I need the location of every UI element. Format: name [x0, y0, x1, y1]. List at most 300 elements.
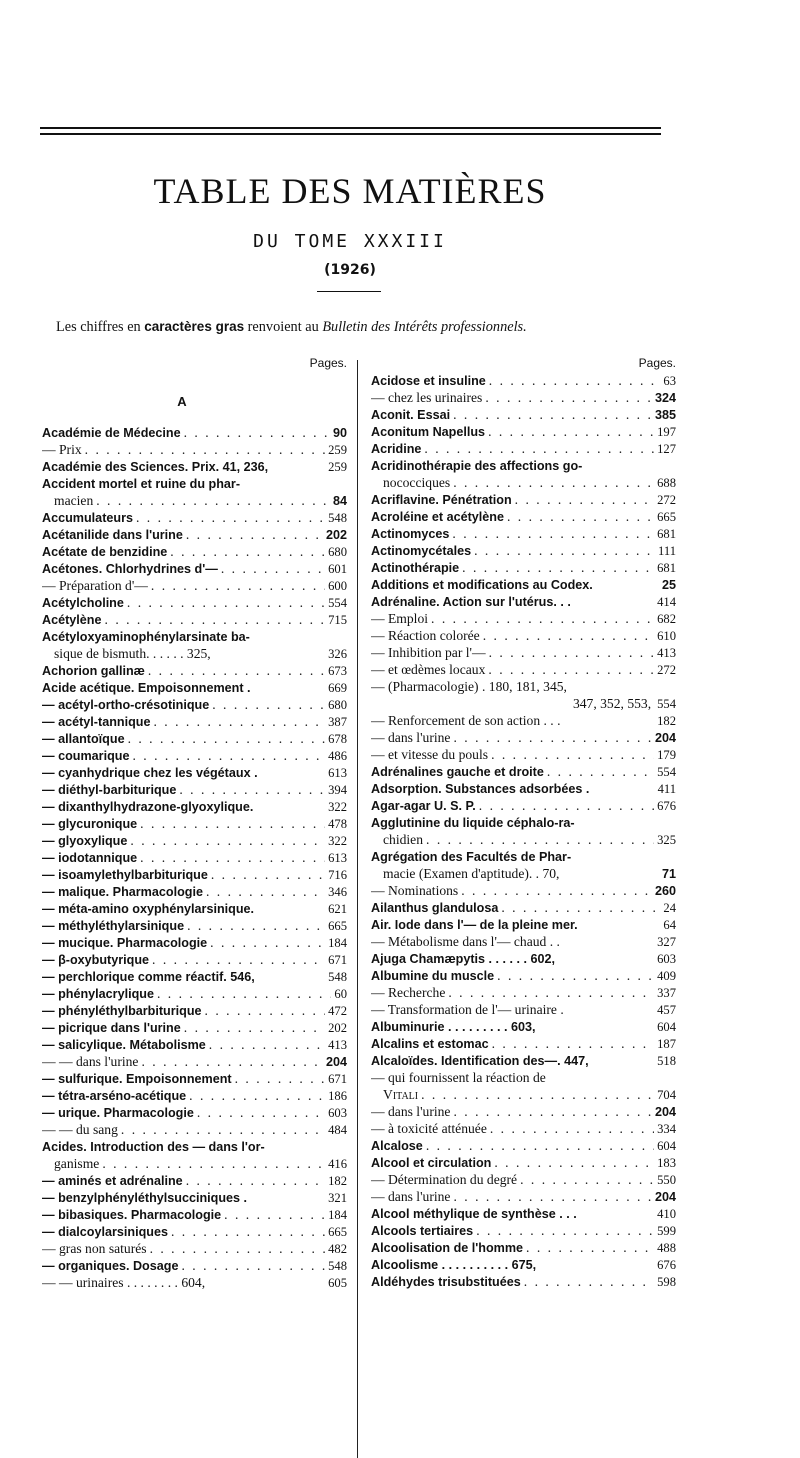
entry-page-number: 182 [657, 714, 676, 728]
entry-page-number: 186 [328, 1089, 347, 1103]
dot-leader [186, 1172, 325, 1189]
entry-label: Académie de Médecine [42, 426, 181, 440]
dot-leader [424, 440, 654, 457]
dot-leader [483, 627, 654, 644]
index-entry [371, 457, 676, 474]
entry-page-number: 676 [657, 799, 676, 813]
index-entry [371, 746, 676, 763]
index-entry [371, 763, 676, 780]
index-entry [42, 543, 347, 560]
entry-page-number: 187 [657, 1037, 676, 1051]
entry-label: — et œdèmes locaux [371, 662, 486, 677]
dot-leader [130, 832, 325, 849]
index-entry [42, 917, 347, 934]
index-entry [371, 1205, 676, 1222]
dot-leader [488, 661, 654, 678]
entry-label: — iodotannique [42, 851, 138, 865]
index-entry [371, 525, 676, 542]
index-entry [371, 831, 676, 848]
index-entry [42, 560, 347, 577]
entry-label: Air. Iode dans l'— de la pleine mer. [371, 918, 578, 932]
dot-leader [128, 730, 326, 747]
index-entry [371, 712, 676, 729]
entry-label: — acétyl-ortho-crésotinique [42, 698, 210, 712]
dot-leader [524, 1273, 654, 1290]
entry-label: Additions et modifications au Codex. [371, 578, 593, 592]
index-entry [42, 849, 347, 866]
dot-leader [461, 882, 652, 899]
dot-leader [136, 509, 325, 526]
entry-label: Acétyloxyaminophénylarsinate ba- [42, 630, 250, 644]
entry-label: macie (Examen d'aptitude). . 70, [383, 866, 560, 881]
index-entry [371, 644, 676, 661]
entry-page-number: 182 [328, 1174, 347, 1188]
index-entry [42, 1274, 347, 1291]
index-entry [42, 458, 347, 475]
entry-page-number: 197 [657, 425, 676, 439]
entry-page-number: 337 [657, 986, 676, 1000]
dot-leader [132, 747, 325, 764]
entry-label: — picrique dans l'urine [42, 1021, 181, 1035]
index-entry [371, 474, 676, 491]
entry-label: — dixanthylhydrazone-glyoxylique. [42, 800, 254, 814]
entry-label: nococciques [383, 475, 451, 490]
entry-page-number: 550 [657, 1173, 676, 1187]
dot-leader [453, 729, 652, 746]
dot-leader [184, 1019, 325, 1036]
entry-page-number: 601 [328, 562, 347, 576]
legend-note-part1: Les chiffres en [56, 319, 141, 335]
entry-label: Acétylène [42, 613, 102, 627]
entry-label: Agar-agar U. S. P. [371, 799, 476, 813]
dot-leader [453, 406, 652, 423]
index-entry [371, 1086, 676, 1103]
entry-page-number: 64 [663, 918, 676, 932]
index-entry [42, 1087, 347, 1104]
index-entry [42, 696, 347, 713]
entry-page-number: 671 [328, 953, 347, 967]
index-entry [371, 678, 676, 695]
entry-page-number: 334 [657, 1122, 676, 1136]
entry-label: Aldéhydes trisubstituées [371, 1275, 521, 1289]
entry-label: Aconit. Essai [371, 408, 451, 422]
entry-page-number: 673 [328, 664, 347, 678]
dot-leader [488, 423, 654, 440]
entry-label: — urique. Pharmacologie [42, 1106, 194, 1120]
entry-label: Acridine [371, 442, 422, 456]
dot-leader [212, 696, 325, 713]
entry-label: — organiques. Dosage [42, 1259, 179, 1273]
index-entry [371, 950, 676, 967]
column-divider [357, 360, 358, 1458]
entry-label: — glyoxylique [42, 834, 128, 848]
entry-label: — phénylacrylique [42, 987, 154, 1001]
top-rule-2 [40, 133, 661, 135]
entry-page-number: 704 [657, 1088, 676, 1102]
index-entry [371, 848, 676, 865]
entry-label: Accident mortel et ruine du phar- [42, 477, 241, 491]
entry-label: — mucique. Pharmacologie [42, 936, 208, 950]
dot-leader [148, 662, 325, 679]
dot-leader [421, 1086, 654, 1103]
entry-page-number: 326 [328, 647, 347, 661]
entry-label: Actinomycétales [371, 544, 472, 558]
index-entry [42, 662, 347, 679]
entry-label: — — dans l'urine [42, 1054, 139, 1069]
index-entry [371, 1018, 676, 1035]
dot-leader [515, 491, 654, 508]
entry-page-number: 681 [657, 561, 676, 575]
dot-leader [179, 781, 325, 798]
dot-leader [189, 1087, 325, 1104]
dot-leader [105, 611, 326, 628]
dot-leader [453, 1103, 652, 1120]
entry-label: Alcalose [371, 1139, 423, 1153]
entry-label: Aconitum Napellus [371, 425, 486, 439]
index-entry [371, 899, 676, 916]
index-entry [371, 389, 676, 406]
index-entry [371, 610, 676, 627]
index-entry [42, 679, 347, 696]
index-entry [371, 627, 676, 644]
index-entry [42, 832, 347, 849]
index-entry [42, 985, 347, 1002]
index-entry [42, 713, 347, 730]
index-entry [42, 1070, 347, 1087]
entry-label: — Emploi [371, 611, 429, 626]
entry-label: — Renforcement de son action . . . [371, 713, 561, 728]
entry-page-number: 202 [328, 1021, 347, 1035]
entry-label: Ajuga Chamæpytis . . . . . . 602, [371, 952, 556, 966]
entry-label: — qui fournissent la réaction de [371, 1070, 546, 1085]
entry-page-number: 25 [661, 578, 676, 592]
entry-label: Actinothérapie [371, 561, 460, 575]
index-entry [371, 372, 676, 389]
dot-leader [526, 1239, 654, 1256]
index-entry [42, 475, 347, 492]
dot-leader [491, 746, 654, 763]
dot-leader [152, 951, 325, 968]
entry-page-number: 84 [332, 494, 347, 508]
index-entry [42, 1104, 347, 1121]
entry-label: Alcool méthylique de synthèse . . . [371, 1207, 577, 1221]
dot-leader [492, 1035, 655, 1052]
dot-leader [453, 1188, 652, 1205]
entry-label: Adsorption. Substances adsorbées . [371, 782, 590, 796]
dot-leader [489, 644, 655, 661]
entry-label: — bibasiques. Pharmacologie [42, 1208, 222, 1222]
entry-page-number: 60 [334, 987, 347, 1001]
entry-label: — Recherche [371, 985, 446, 1000]
entry-page-number: 665 [657, 510, 676, 524]
entry-page-number: 681 [657, 527, 676, 541]
index-entry [42, 577, 347, 594]
dot-leader [453, 474, 654, 491]
legend-note [56, 319, 696, 336]
entry-page-number: 486 [328, 749, 347, 763]
dot-leader [479, 797, 654, 814]
year-label: (1926) [324, 262, 376, 278]
entry-label: Acétate de benzidine [42, 545, 168, 559]
entry-page-number: 111 [658, 544, 676, 558]
entry-page-number: 411 [657, 782, 676, 796]
dot-leader [520, 1171, 654, 1188]
index-entry [42, 424, 347, 441]
index-column-left [42, 355, 347, 1291]
entry-page-number: 457 [657, 1003, 676, 1017]
entry-label: — dans l'urine [371, 1104, 451, 1119]
entry-page-number: 548 [328, 511, 347, 525]
entry-page-number: 385 [654, 408, 676, 422]
index-entry [42, 594, 347, 611]
dot-leader [489, 372, 661, 389]
entry-page-number: 604 [657, 1139, 676, 1153]
entry-label: Acide acétique. Empoisonnement . [42, 681, 251, 695]
entry-page-number: 322 [328, 800, 347, 814]
index-entry [371, 1120, 676, 1137]
entry-page-number: 416 [328, 1157, 347, 1171]
entry-page-number: 204 [325, 1055, 347, 1069]
entry-label: chidien [383, 832, 424, 847]
dot-leader [181, 1257, 325, 1274]
index-entry [42, 815, 347, 832]
index-entry [371, 1188, 676, 1205]
index-entry [371, 406, 676, 423]
index-entry [371, 882, 676, 899]
entry-page-number: 327 [657, 935, 676, 949]
index-entry [42, 1206, 347, 1223]
entry-label: — Inhibition par l'— [371, 645, 486, 660]
index-entry [42, 968, 347, 985]
entry-page-number: 676 [657, 1258, 676, 1272]
entry-label: — — du sang [42, 1122, 118, 1137]
index-entry [371, 780, 676, 797]
entry-label: Acétones. Chlorhydrines d'— [42, 562, 218, 576]
entry-label: — salicylique. Métabolisme [42, 1038, 206, 1052]
entry-page-number: 414 [657, 595, 676, 609]
index-entry [42, 1189, 347, 1206]
entry-page-number: 613 [328, 766, 347, 780]
entry-label: Albumine du muscle [371, 969, 495, 983]
entry-page-number: 179 [657, 748, 676, 762]
entry-label: — (Pharmacologie) . 180, 181, 345, [371, 679, 567, 694]
entry-label: — benzylphényléthylsucciniques . [42, 1191, 248, 1205]
index-entry [42, 798, 347, 815]
dot-leader [235, 1070, 325, 1087]
entry-label: Accumulateurs [42, 511, 133, 525]
index-entry [42, 781, 347, 798]
entry-label: — gras non saturés [42, 1241, 147, 1256]
index-entry [42, 1002, 347, 1019]
entry-page-number: 680 [328, 698, 347, 712]
index-entry [42, 764, 347, 781]
index-entry [42, 883, 347, 900]
entry-label: — méthyléthylarsinique [42, 919, 185, 933]
pages-header-right: Pages. [638, 356, 676, 370]
entry-page-number: 665 [328, 919, 347, 933]
top-rule-1 [40, 127, 661, 129]
entry-label: — allantoïque [42, 732, 125, 746]
index-entry [371, 695, 676, 712]
entry-page-number: 678 [328, 732, 347, 746]
entry-label: Acétylcholine [42, 596, 124, 610]
index-entry [42, 951, 347, 968]
entry-page-number: 484 [328, 1123, 347, 1137]
dot-leader [102, 1155, 325, 1172]
entry-page-number: 605 [328, 1276, 347, 1290]
entry-page-number: 387 [328, 715, 347, 729]
entry-label: — — urinaires . . . . . . . . 604, [42, 1275, 206, 1290]
index-entry [42, 509, 347, 526]
entry-label: ganisme [54, 1156, 100, 1171]
entry-page-number: 260 [654, 884, 676, 898]
entry-page-number: 554 [657, 697, 676, 711]
index-entry [371, 797, 676, 814]
entry-page-number: 184 [328, 936, 347, 950]
entry-page-number: 324 [654, 391, 676, 405]
entry-page-number: 204 [654, 731, 676, 745]
entry-label: — Préparation d'— [42, 578, 148, 593]
entry-label: — dans l'urine [371, 730, 451, 745]
entry-label: Vitali [383, 1087, 419, 1102]
entry-label: Acidose et insuline [371, 374, 486, 388]
entry-page-number: 680 [328, 545, 347, 559]
entry-label: — Détermination du degré [371, 1172, 518, 1187]
index-entry [42, 628, 347, 645]
entry-label: macien [54, 493, 94, 508]
entry-label: Acroléine et acétylène [371, 510, 504, 524]
dot-leader [485, 389, 652, 406]
entry-label: Adrénalines gauche et droite [371, 765, 544, 779]
entry-page-number: 272 [657, 493, 676, 507]
index-entry [371, 423, 676, 440]
dot-leader [140, 815, 325, 832]
section-letter: A [177, 394, 187, 409]
entry-page-number: 71 [661, 867, 676, 881]
dot-leader [221, 560, 325, 577]
entry-label: — Prix [42, 442, 82, 457]
entry-page-number: 90 [332, 426, 347, 440]
entry-page-number: 482 [328, 1242, 347, 1256]
entry-page-number: 346 [328, 885, 347, 899]
entry-page-number: 518 [657, 1054, 676, 1068]
index-entry [42, 900, 347, 917]
legend-note-part3: renvoient au [247, 319, 319, 335]
index-entry [371, 729, 676, 746]
dot-leader [462, 559, 654, 576]
entry-label: — perchlorique comme réactif. 546, [42, 970, 255, 984]
dot-leader [497, 967, 654, 984]
entry-page-number: 204 [654, 1190, 676, 1204]
index-entry [371, 916, 676, 933]
entry-label: — acétyl-tannique [42, 715, 151, 729]
entry-label: Agglutinine du liquide céphalo-ra- [371, 816, 575, 830]
index-entry [371, 1001, 676, 1018]
dot-leader [448, 984, 654, 1001]
entry-label: 347, 352, 553, [572, 696, 652, 711]
volume-subtitle: DU TOME XXXIII [253, 231, 447, 252]
entry-label: Acides. Introduction des — dans l'or- [42, 1140, 265, 1154]
index-entry [42, 1172, 347, 1189]
entry-label: — Nominations [371, 883, 459, 898]
entry-label: — cyanhydrique chez les végétaux . [42, 766, 258, 780]
dot-leader [426, 1137, 654, 1154]
index-entry [371, 508, 676, 525]
entry-label: — sulfurique. Empoisonnement [42, 1072, 232, 1086]
index-entry [371, 1171, 676, 1188]
entry-page-number: 127 [657, 442, 676, 456]
entry-page-number: 478 [328, 817, 347, 831]
index-entry [42, 526, 347, 543]
dot-leader [186, 526, 323, 543]
index-entry [371, 1069, 676, 1086]
entry-page-number: 603 [657, 952, 676, 966]
index-entry [371, 933, 676, 950]
index-entry [42, 1155, 347, 1172]
index-entry [371, 593, 676, 610]
entry-page-number: 665 [328, 1225, 347, 1239]
dot-leader [490, 1120, 654, 1137]
index-entry [371, 1052, 676, 1069]
index-entry [371, 1222, 676, 1239]
entry-page-number: 598 [657, 1275, 676, 1289]
index-column-right [371, 355, 676, 1290]
entry-label: — dans l'urine [371, 1189, 451, 1204]
entry-page-number: 669 [328, 681, 347, 695]
index-entry [371, 661, 676, 678]
dot-leader [494, 1154, 654, 1171]
entry-page-number: 394 [328, 783, 347, 797]
entry-list-right [371, 372, 676, 1290]
index-entry [42, 1121, 347, 1138]
index-entry [42, 645, 347, 662]
index-entry [42, 730, 347, 747]
entry-page-number: 202 [325, 528, 347, 542]
index-entry [42, 747, 347, 764]
entry-page-number: 24 [663, 901, 676, 915]
index-entry [371, 1273, 676, 1290]
entry-label: — et vitesse du pouls [371, 747, 489, 762]
index-entry [371, 1256, 676, 1273]
entry-page-number: 410 [657, 1207, 676, 1221]
index-entry [42, 1223, 347, 1240]
index-entry [42, 1257, 347, 1274]
entry-page-number: 259 [328, 443, 347, 457]
legend-note-part2: caractères gras [144, 319, 245, 334]
entry-label: Adrénaline. Action sur l'utérus. . . [371, 595, 571, 609]
dot-leader [476, 1222, 654, 1239]
index-entry [371, 1103, 676, 1120]
dot-leader [426, 831, 654, 848]
entry-label: Alcool et circulation [371, 1156, 492, 1170]
dot-leader [431, 610, 654, 627]
entry-label: — isoamylethylbarbiturique [42, 868, 208, 882]
entry-page-number: 63 [663, 374, 676, 388]
dot-leader [150, 1240, 326, 1257]
index-entry [42, 1053, 347, 1070]
dot-leader [96, 492, 330, 509]
dot-leader [452, 525, 654, 542]
entry-page-number: 472 [328, 1004, 347, 1018]
dot-leader [140, 849, 325, 866]
entry-page-number: 183 [657, 1156, 676, 1170]
index-entry [371, 967, 676, 984]
entry-page-number: 413 [328, 1038, 347, 1052]
dot-leader [501, 899, 660, 916]
entry-page-number: 600 [328, 579, 347, 593]
legend-note-part4: Bulletin des Intérêts professionnels. [322, 319, 527, 335]
index-entry [371, 1239, 676, 1256]
